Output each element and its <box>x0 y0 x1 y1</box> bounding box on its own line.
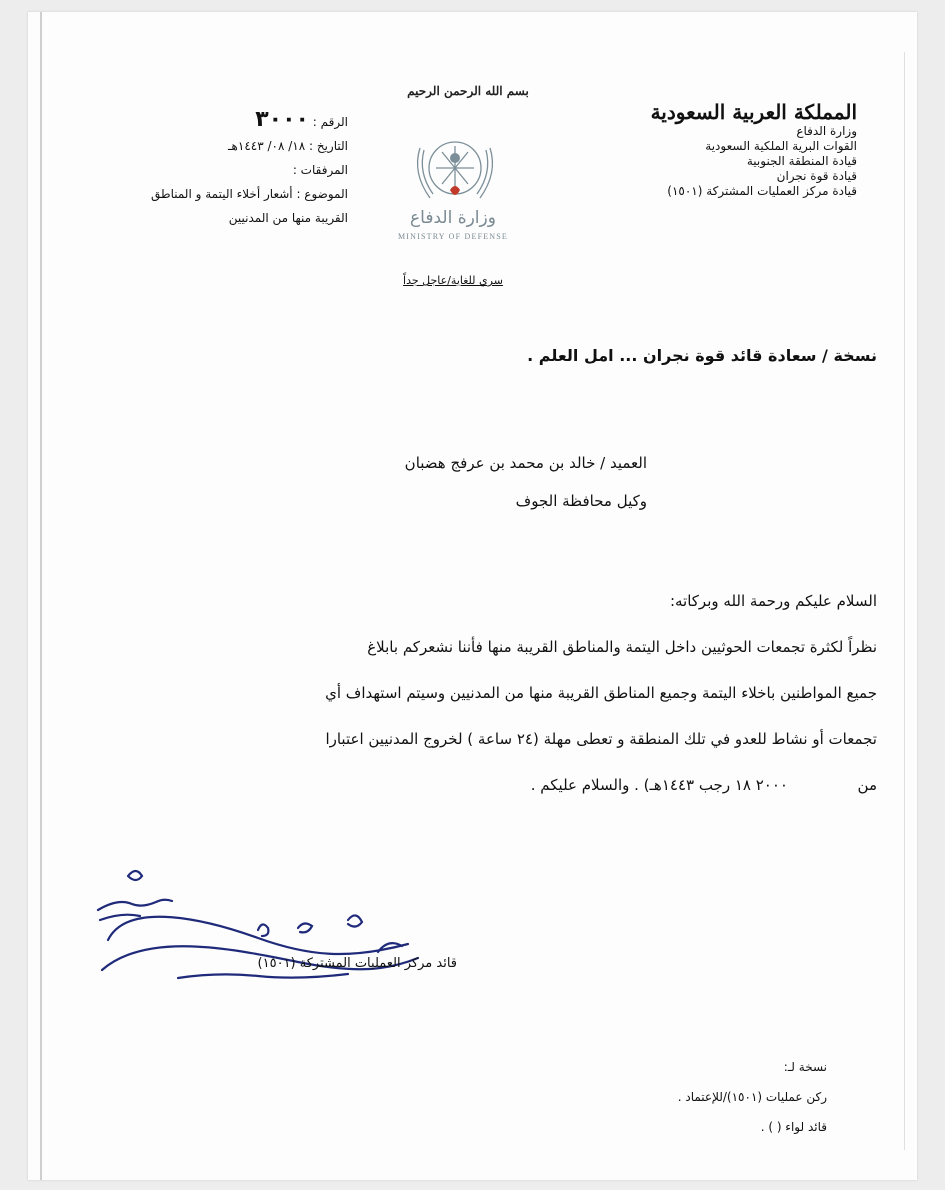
letterhead-line: قيادة المنطقة الجنوبية <box>746 154 857 168</box>
letterhead-right <box>597 100 857 199</box>
letter-body <box>57 578 877 808</box>
subject-row <box>118 182 348 206</box>
letter-reference-block <box>118 108 348 230</box>
body-line <box>57 762 877 808</box>
subject-label: الموضوع : <box>296 187 348 201</box>
copies-label: نسخة لـ: <box>783 1060 827 1074</box>
handwritten-signature <box>88 860 428 1000</box>
classification-label: سري للغاية/عاجل جداً <box>403 274 503 287</box>
signer-title: قائد مركز العمليات المشتركة (١٥٠١) <box>257 956 457 971</box>
copies-line: ركن عمليات (١٥٠١)/للإعتماد . <box>677 1090 827 1104</box>
letterhead-line: قيادة مركز العمليات المشتركة (١٥٠١) <box>667 184 857 198</box>
letterhead-line: وزارة الدفاع <box>796 124 857 138</box>
kingdom-title: المملكة العربية السعودية <box>650 100 857 124</box>
ministry-name-arabic: وزارة الدفاع <box>410 208 496 228</box>
recipient-block <box>247 444 647 520</box>
date-row <box>118 134 348 158</box>
copies-block <box>527 1052 827 1142</box>
letterhead-line: القوات البرية الملكية السعودية <box>705 139 857 153</box>
body-text: ٢٠٠٠ ١٨ رجب ١٤٤٣هـ) . والسلام عليكم . <box>530 776 788 794</box>
copies-line: قائد لواء ( ) . <box>760 1120 827 1134</box>
ministry-emblem-icon <box>400 128 510 218</box>
body-line: نظراً لكثرة تجمعات الحوثيين داخل اليتمة والمناطق القريبة منها فأننا نشعركم بابلاغ <box>367 638 877 656</box>
copy-to-line: نسخة / سعادة قائد قوة نجران ... امل العلم . <box>527 346 877 365</box>
greeting: السلام عليكم ورحمة الله وبركاته: <box>669 592 877 610</box>
body-line: تجمعات أو نشاط للعدو في تلك المنطقة و تعطى مهلة (٢٤ ساعة ) لخروج المدنيين اعتبارا <box>325 730 877 748</box>
attachments-row <box>118 158 348 182</box>
reference-number-value: ٣٠٠٠ <box>255 107 309 132</box>
ministry-name-english: MINISTRY OF DEFENSE <box>397 232 509 241</box>
letterhead-line: قيادة قوة نجران <box>776 169 857 183</box>
subject-line: أشعار أخلاء اليتمة و المناطق <box>151 187 293 201</box>
recipient-name: العميد / خالد بن محمد بن عرفج هضبان <box>404 454 647 472</box>
date-value: ١٨/ ٠٨/ ١٤٤٣هـ <box>228 139 306 153</box>
body-text: من <box>857 776 877 794</box>
subject-continuation: القريبة منها من المدنيين <box>228 211 348 225</box>
page-edge <box>904 52 905 1150</box>
attachments-label: المرفقات : <box>292 163 348 177</box>
page-edge <box>40 12 42 1180</box>
recipient-title: وكيل محافظة الجوف <box>515 492 647 510</box>
document-page <box>28 12 917 1180</box>
body-line: جميع المواطنين باخلاء اليتمة وجميع المناطق القريبة منها من المدنيين وسيتم استهداف أي <box>325 684 877 702</box>
basmala: بسم الله الرحمن الرحيم <box>407 84 529 98</box>
reference-number-label: الرقم : <box>312 115 348 129</box>
reference-number-row <box>118 108 348 134</box>
date-label: التاريخ : <box>308 139 348 153</box>
